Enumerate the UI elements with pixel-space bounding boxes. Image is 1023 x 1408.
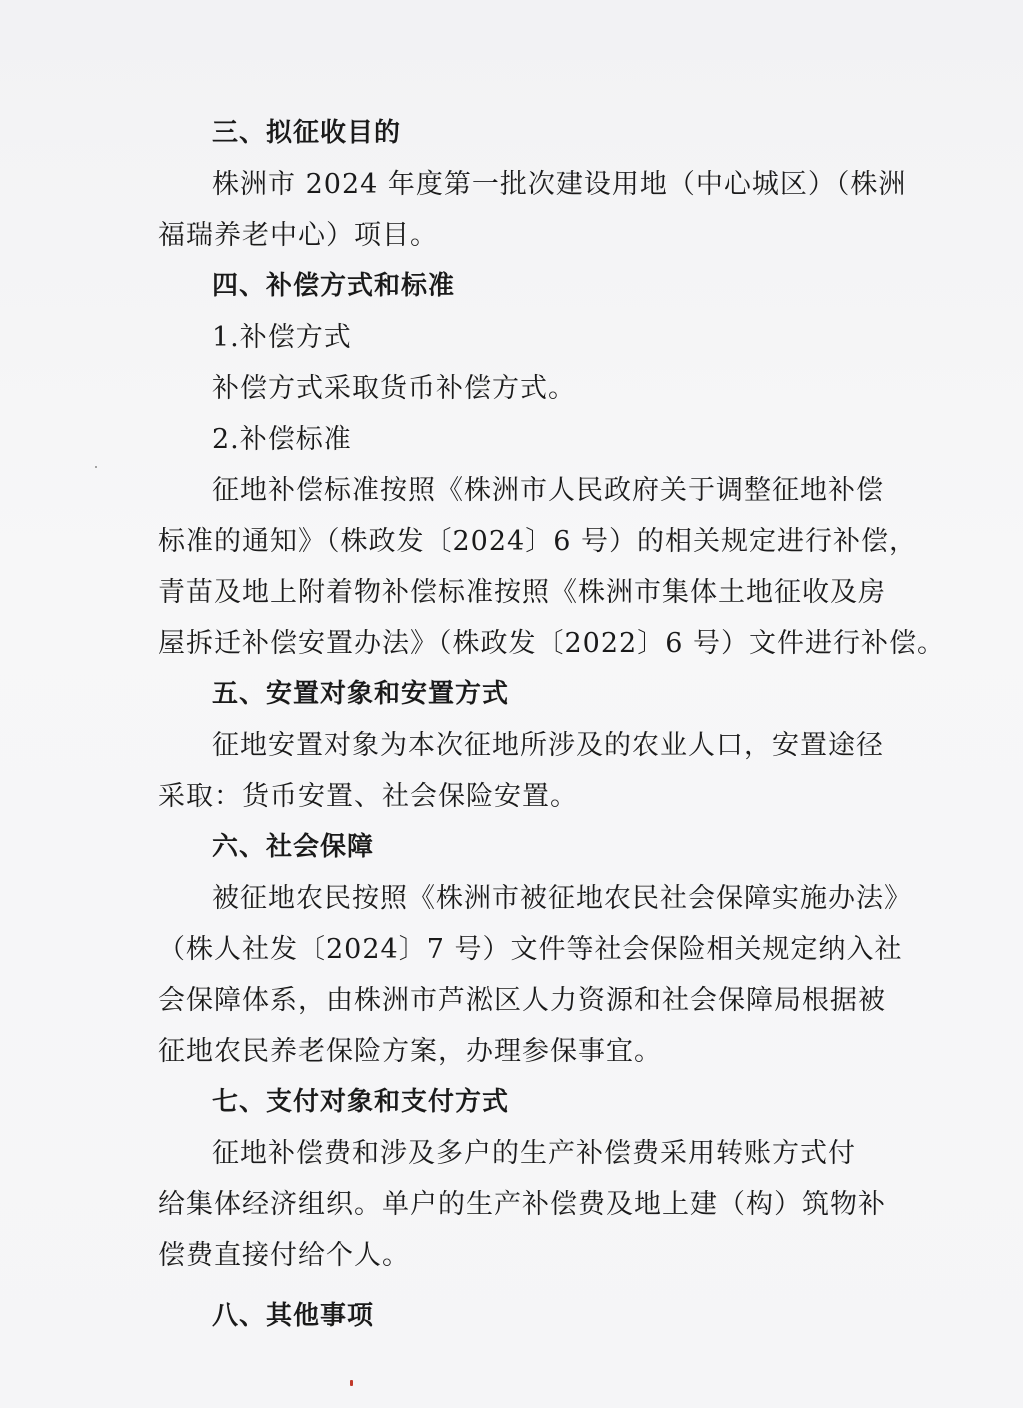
section-heading: 四、补偿方式和标准 xyxy=(212,271,456,301)
scan-speck xyxy=(95,466,97,468)
paragraph-line: 福瑞养老中心）项目。 xyxy=(158,220,438,251)
section-heading: 八、其他事项 xyxy=(212,1301,375,1331)
paragraph-line: 会保障体系，由株洲市芦淞区人力资源和社会保障局根据被 xyxy=(158,985,886,1016)
paragraph xyxy=(158,720,884,822)
paragraph-line: 征地补偿费和涉及多户的生产补偿费采用转账方式付 xyxy=(212,1138,856,1169)
section-heading: 六、社会保障 xyxy=(212,832,375,862)
section-heading: 三、拟征收目的 xyxy=(212,118,402,148)
paragraph-line: 屋拆迁补偿安置办法》（株政发〔2022〕6 号）文件进行补偿。 xyxy=(158,628,945,659)
paragraph xyxy=(158,1128,886,1281)
section-heading: 五、安置对象和安置方式 xyxy=(212,679,510,709)
paragraph xyxy=(158,159,907,261)
document-body xyxy=(158,108,945,1342)
paragraph-line: 偿费直接付给个人。 xyxy=(158,1240,410,1271)
paragraph-line: 株洲市 2024 年度第一批次建设用地（中心城区）（株洲 xyxy=(212,169,907,200)
paragraph-line: 征地安置对象为本次征地所涉及的农业人口，安置途径 xyxy=(212,730,884,761)
paragraph-line: 征地农民养老保险方案，办理参保事宜。 xyxy=(158,1036,662,1067)
paragraph-line: 标准的通知》（株政发〔2024〕6 号）的相关规定进行补偿， xyxy=(158,526,917,557)
paragraph-line: 青苗及地上附着物补偿标准按照《株洲市集体土地征收及房 xyxy=(158,577,886,608)
paragraph-line: 补偿方式采取货币补偿方式。 xyxy=(212,373,576,404)
red-mark xyxy=(350,1380,353,1386)
section-heading: 七、支付对象和支付方式 xyxy=(212,1087,510,1117)
paragraph-line: 被征地农民按照《株洲市被征地农民社会保障实施办法》 xyxy=(212,883,912,914)
paragraph-line: 给集体经济组织。单户的生产补偿费及地上建（构）筑物补 xyxy=(158,1189,886,1220)
paragraph-line: （株人社发〔2024〕7 号）文件等社会保险相关规定纳入社 xyxy=(158,934,903,965)
subsection-heading: 2.补偿标准 xyxy=(212,424,352,455)
subsection-heading: 1.补偿方式 xyxy=(212,322,352,353)
paragraph xyxy=(158,363,858,414)
paragraph xyxy=(158,873,912,1077)
paragraph-line: 征地补偿标准按照《株洲市人民政府关于调整征地补偿 xyxy=(212,475,884,506)
paragraph xyxy=(158,465,945,669)
paragraph-line: 采取：货币安置、社会保险安置。 xyxy=(158,781,578,812)
